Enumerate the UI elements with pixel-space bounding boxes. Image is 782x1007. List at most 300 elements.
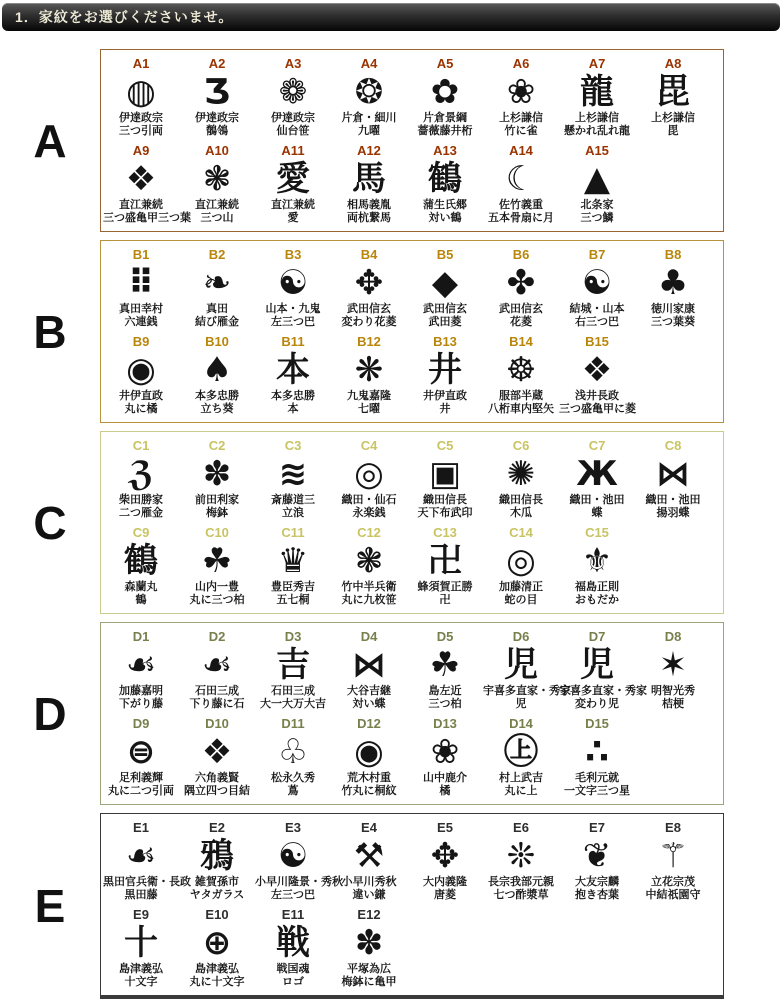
crest-item-c12[interactable] bbox=[331, 525, 407, 607]
crest-item-a6[interactable] bbox=[483, 56, 559, 138]
crest-id: E2 bbox=[209, 820, 225, 835]
crest-id: E3 bbox=[285, 820, 301, 835]
crest-item-b8[interactable] bbox=[635, 247, 711, 329]
crest-name: 九曜 bbox=[358, 125, 380, 137]
crest-owner: 井伊直政 bbox=[423, 390, 467, 402]
crest-item-a10[interactable] bbox=[179, 143, 255, 225]
crest-id: B9 bbox=[132, 334, 150, 349]
crest-name: 蛇の目 bbox=[504, 594, 538, 606]
crest-owner: 松永久秀 bbox=[271, 772, 315, 784]
crest-id: D12 bbox=[357, 716, 381, 731]
crest-id: A1 bbox=[132, 56, 150, 71]
crest-id: E4 bbox=[361, 820, 377, 835]
crest-icon-e2: 鴉 bbox=[200, 836, 234, 876]
crest-item-b4[interactable] bbox=[331, 247, 407, 329]
crest-grid-a bbox=[100, 49, 724, 232]
crest-name: 三つ盛亀甲三つ葉 bbox=[103, 212, 191, 224]
crest-id: B7 bbox=[588, 247, 606, 262]
crest-id: C15 bbox=[585, 525, 609, 540]
crest-owner: 小早川隆景・秀秋 bbox=[255, 876, 343, 888]
crest-icon-d9: ⊜ bbox=[126, 732, 156, 772]
crest-item-a13[interactable] bbox=[407, 143, 483, 225]
crest-id: B6 bbox=[512, 247, 530, 262]
crest-id: C4 bbox=[360, 438, 378, 453]
crest-owner: 長宗我部元親 bbox=[488, 876, 554, 888]
crest-id: C3 bbox=[284, 438, 302, 453]
crest-item-e9[interactable] bbox=[103, 907, 179, 989]
crest-icon-c15: ⚜ bbox=[581, 541, 613, 581]
crest-name: 左三つ巴 bbox=[271, 316, 315, 328]
crest-item-b9[interactable] bbox=[103, 334, 179, 416]
section-letter-c: C bbox=[33, 496, 67, 549]
section-b bbox=[0, 240, 724, 423]
crest-name: 七曜 bbox=[358, 403, 380, 415]
crest-icon-e4: ⚒ bbox=[353, 836, 385, 876]
crest-id: C11 bbox=[281, 525, 305, 540]
crest-icon-d1: ☙ bbox=[125, 645, 157, 685]
crest-item-b14[interactable] bbox=[483, 334, 559, 416]
crest-name: 桔梗 bbox=[662, 698, 684, 710]
crest-name: 三つ盛亀甲に菱 bbox=[559, 403, 636, 415]
crest-item-d9[interactable] bbox=[103, 716, 179, 798]
crest-name: ロゴ bbox=[282, 976, 304, 988]
crest-item-b3[interactable] bbox=[255, 247, 331, 329]
crest-name: 鶺鴒 bbox=[206, 125, 228, 137]
crest-item-e10[interactable] bbox=[179, 907, 255, 989]
crest-owner: 宇喜多直家・秀家 bbox=[483, 685, 571, 697]
crest-icon-c4: ◎ bbox=[354, 454, 384, 494]
crest-icon-a6: ❀ bbox=[506, 72, 536, 112]
crest-id: D10 bbox=[205, 716, 229, 731]
crest-name: 薔薇藤井桁 bbox=[417, 125, 473, 137]
crest-id: C9 bbox=[132, 525, 150, 540]
crest-id: A2 bbox=[208, 56, 226, 71]
crest-name: 三つ葉葵 bbox=[651, 316, 695, 328]
crest-item-a15[interactable] bbox=[559, 143, 635, 225]
crest-owner: 武田信玄 bbox=[347, 303, 391, 315]
crest-id: D14 bbox=[509, 716, 533, 731]
crest-id: E5 bbox=[437, 820, 453, 835]
crest-item-a14[interactable] bbox=[483, 143, 559, 225]
crest-icon-b8: ♣ bbox=[657, 263, 689, 303]
crest-id: B11 bbox=[281, 334, 305, 349]
crest-icon-b13: 井 bbox=[428, 350, 462, 390]
crest-name: 毘 bbox=[667, 125, 679, 137]
crest-name: 隅立四つ目結 bbox=[184, 785, 250, 797]
section-letter-e: E bbox=[34, 880, 66, 932]
crest-item-c1[interactable] bbox=[103, 438, 179, 520]
crest-item-c5[interactable] bbox=[407, 438, 483, 520]
crest-id: C10 bbox=[205, 525, 229, 540]
crest-name: 蝶 bbox=[591, 507, 603, 519]
crest-name: 五七桐 bbox=[276, 594, 310, 606]
crest-owner: 宇喜多直家・秀家 bbox=[559, 685, 647, 697]
crest-item-b15[interactable] bbox=[559, 334, 635, 416]
crest-item-a5[interactable] bbox=[407, 56, 483, 138]
crest-item-b11[interactable] bbox=[255, 334, 331, 416]
crest-owner: 北条家 bbox=[580, 199, 614, 211]
crest-item-d4[interactable] bbox=[331, 629, 407, 711]
crest-item-c6[interactable] bbox=[483, 438, 559, 520]
crest-name: 竹丸に桐紋 bbox=[341, 785, 397, 797]
crest-item-d3[interactable] bbox=[255, 629, 331, 711]
crest-owner: 黒田官兵衛・長政 bbox=[103, 876, 191, 888]
crest-icon-b4: ✥ bbox=[354, 263, 384, 303]
crest-id: D6 bbox=[512, 629, 530, 644]
crest-icon-a9: ❖ bbox=[125, 159, 157, 199]
crest-name: 鶴 bbox=[135, 594, 147, 606]
crest-item-d7[interactable] bbox=[559, 629, 647, 711]
crest-owner: 平塚為広 bbox=[347, 963, 391, 975]
crest-id: D3 bbox=[284, 629, 302, 644]
crest-item-c2[interactable] bbox=[179, 438, 255, 520]
crest-id: A13 bbox=[433, 143, 457, 158]
crest-id: C2 bbox=[208, 438, 226, 453]
crest-id: C12 bbox=[357, 525, 381, 540]
crest-item-b5[interactable] bbox=[407, 247, 483, 329]
crest-id: A12 bbox=[357, 143, 381, 158]
crest-icon-e7: ❦ bbox=[582, 836, 612, 876]
crest-id: D7 bbox=[588, 629, 606, 644]
crest-name: 七つ酢漿草 bbox=[493, 889, 549, 901]
crest-icon-d2: ☙ bbox=[201, 645, 233, 685]
crest-icon-c5: ▣ bbox=[428, 454, 462, 494]
crest-id: B4 bbox=[360, 247, 378, 262]
crest-owner: 織田・池田 bbox=[569, 494, 625, 506]
crest-icon-b5: ◆ bbox=[431, 263, 459, 303]
crest-owner: 織田・池田 bbox=[645, 494, 701, 506]
crest-item-c9[interactable] bbox=[103, 525, 179, 607]
crest-owner: 直江兼続 bbox=[119, 199, 163, 211]
crest-id: A5 bbox=[436, 56, 454, 71]
crest-id: A11 bbox=[281, 143, 305, 158]
crest-item-d15[interactable] bbox=[559, 716, 635, 798]
crest-owner: 本多忠勝 bbox=[195, 390, 239, 402]
crest-icon-d12: ◉ bbox=[354, 732, 384, 772]
crest-item-e6[interactable] bbox=[483, 820, 559, 902]
crest-owner: 六角義賢 bbox=[195, 772, 239, 784]
crest-owner: 毛利元就 bbox=[575, 772, 619, 784]
crest-id: D11 bbox=[281, 716, 305, 731]
crest-item-d13[interactable] bbox=[407, 716, 483, 798]
crest-name: 右三つ巴 bbox=[575, 316, 619, 328]
crest-owner: 伊達政宗 bbox=[195, 112, 239, 124]
crest-item-c15[interactable] bbox=[559, 525, 635, 607]
crest-name: 仙台笹 bbox=[276, 125, 310, 137]
crest-icon-e6: ❊ bbox=[506, 836, 536, 876]
crest-item-e7[interactable] bbox=[559, 820, 635, 902]
crest-owner: 戦国魂 bbox=[276, 963, 310, 975]
crest-name: 十文字 bbox=[124, 976, 158, 988]
crest-name: 五本骨扇に月 bbox=[488, 212, 554, 224]
crest-owner: 柴田勝家 bbox=[119, 494, 163, 506]
crest-icon-d8: ✶ bbox=[658, 645, 688, 685]
crest-item-d2[interactable] bbox=[179, 629, 255, 711]
crest-icon-b15: ❖ bbox=[581, 350, 613, 390]
crest-owner: 武田信玄 bbox=[423, 303, 467, 315]
crest-owner: 上杉謙信 bbox=[575, 112, 619, 124]
crest-id: E1 bbox=[133, 820, 149, 835]
crest-name: 左三つ巴 bbox=[271, 889, 315, 901]
crest-owner: 小早川秀秋 bbox=[341, 876, 397, 888]
crest-icon-c2: ✽ bbox=[202, 454, 232, 494]
crest-name: 梅鉢に亀甲 bbox=[341, 976, 397, 988]
crest-name: 三つ柏 bbox=[428, 698, 462, 710]
crest-item-e2[interactable] bbox=[179, 820, 255, 902]
crest-icon-b9: ◉ bbox=[126, 350, 156, 390]
crest-item-d6[interactable] bbox=[483, 629, 571, 711]
crest-owner: 蒲生氏郷 bbox=[423, 199, 467, 211]
crest-owner: 片倉景綱 bbox=[423, 112, 467, 124]
crest-item-a11[interactable] bbox=[255, 143, 331, 225]
crest-icon-d11: ♧ bbox=[277, 732, 309, 772]
crest-item-d12[interactable] bbox=[331, 716, 407, 798]
crest-owner: 相馬義胤 bbox=[347, 199, 391, 211]
crest-item-c14[interactable] bbox=[483, 525, 559, 607]
crest-owner: 真田 bbox=[206, 303, 228, 315]
crest-icon-a8: 毘 bbox=[656, 72, 690, 112]
kamon-selector-page bbox=[0, 3, 782, 999]
crest-icon-b12: ❋ bbox=[354, 350, 384, 390]
crest-icon-a4: ❂ bbox=[354, 72, 384, 112]
crest-owner: 織田・仙石 bbox=[341, 494, 397, 506]
crest-name: 下がり藤 bbox=[119, 698, 163, 710]
crest-name: 下り藤に石 bbox=[189, 698, 245, 710]
crest-name: 三つ引両 bbox=[119, 125, 163, 137]
crest-owner: 上杉謙信 bbox=[651, 112, 695, 124]
crest-name: 六連銭 bbox=[124, 316, 158, 328]
crest-id: C5 bbox=[436, 438, 454, 453]
crest-item-a2[interactable] bbox=[179, 56, 255, 138]
crest-name: 変わり児 bbox=[575, 698, 619, 710]
crest-item-a1[interactable] bbox=[103, 56, 179, 138]
crest-icon-d7: 児 bbox=[580, 645, 614, 685]
crest-grid-b bbox=[100, 240, 724, 423]
crest-icon-a13: 鶴 bbox=[428, 159, 462, 199]
crest-name: 両杭繋馬 bbox=[347, 212, 391, 224]
crest-name: 違い鎌 bbox=[352, 889, 386, 901]
crest-item-a4[interactable] bbox=[331, 56, 407, 138]
section-d bbox=[0, 622, 724, 805]
crest-item-c7[interactable] bbox=[559, 438, 635, 520]
crest-name: 梅鉢 bbox=[206, 507, 228, 519]
crest-owner: 前田利家 bbox=[195, 494, 239, 506]
crest-item-d8[interactable] bbox=[635, 629, 711, 711]
crest-owner: 織田信長 bbox=[499, 494, 543, 506]
crest-id: B8 bbox=[664, 247, 682, 262]
crest-id: B2 bbox=[208, 247, 226, 262]
crest-icon-d4: ⋈ bbox=[352, 645, 386, 685]
crest-name: 卍 bbox=[439, 594, 451, 606]
crest-name: 丸に十文字 bbox=[189, 976, 245, 988]
crest-id: E6 bbox=[513, 820, 529, 835]
crest-icon-e1: ☙ bbox=[125, 836, 157, 876]
crest-item-b7[interactable] bbox=[559, 247, 635, 329]
crest-name: 一文字三つ星 bbox=[564, 785, 630, 797]
section-a bbox=[0, 49, 724, 232]
crest-item-b6[interactable] bbox=[483, 247, 559, 329]
step-header-title: 1．家紋をお選びくださいませ。 bbox=[15, 9, 234, 25]
crest-item-d5[interactable] bbox=[407, 629, 483, 711]
crest-icon-d5: ☘ bbox=[429, 645, 461, 685]
crest-icon-a12: 馬 bbox=[352, 159, 386, 199]
crest-owner: 雑賀孫市 bbox=[195, 876, 239, 888]
crest-name: 唐菱 bbox=[434, 889, 456, 901]
crest-id: D8 bbox=[664, 629, 682, 644]
crest-owner: 立花宗茂 bbox=[651, 876, 695, 888]
crest-sections bbox=[0, 49, 782, 999]
crest-id: D9 bbox=[132, 716, 150, 731]
crest-name: 丸に三つ柏 bbox=[189, 594, 245, 606]
crest-name: 丸に橘 bbox=[124, 403, 158, 415]
crest-owner: 佐竹義重 bbox=[499, 199, 543, 211]
crest-name: 橘 bbox=[439, 785, 451, 797]
crest-id: B5 bbox=[436, 247, 454, 262]
crest-item-b12[interactable] bbox=[331, 334, 407, 416]
crest-item-c8[interactable] bbox=[635, 438, 711, 520]
crest-item-b13[interactable] bbox=[407, 334, 483, 416]
crest-name: 三つ鱗 bbox=[580, 212, 614, 224]
crest-id: B10 bbox=[205, 334, 229, 349]
crest-icon-e5: ✥ bbox=[430, 836, 460, 876]
crest-item-b1[interactable] bbox=[103, 247, 179, 329]
crest-icon-c11: ♛ bbox=[277, 541, 309, 581]
crest-item-d1[interactable] bbox=[103, 629, 179, 711]
crest-icon-b1: ⠿ bbox=[127, 263, 155, 303]
crest-id: A6 bbox=[512, 56, 530, 71]
crest-icon-b11: 本 bbox=[276, 350, 310, 390]
crest-owner: 直江兼続 bbox=[195, 199, 239, 211]
crest-id: A4 bbox=[360, 56, 378, 71]
crest-icon-b10: ♠ bbox=[201, 350, 233, 390]
crest-item-e8[interactable] bbox=[635, 820, 711, 902]
crest-item-d14[interactable] bbox=[483, 716, 559, 798]
crest-id: A9 bbox=[132, 143, 150, 158]
crest-item-a7[interactable] bbox=[559, 56, 635, 138]
crest-id: B14 bbox=[509, 334, 533, 349]
crest-icon-e12: ✽ bbox=[354, 923, 384, 963]
crest-icon-c13: 卍 bbox=[428, 541, 462, 581]
crest-icon-c6: ✺ bbox=[506, 454, 536, 494]
crest-icon-e11: 戦 bbox=[276, 923, 310, 963]
crest-id: E7 bbox=[589, 820, 605, 835]
crest-id: C1 bbox=[132, 438, 150, 453]
crest-id: E8 bbox=[665, 820, 681, 835]
crest-name: 抱き杏葉 bbox=[575, 889, 619, 901]
crest-item-d11[interactable] bbox=[255, 716, 331, 798]
crest-name: 丸に二つ引両 bbox=[108, 785, 174, 797]
crest-icon-e8: ⚚ bbox=[657, 836, 689, 876]
step-header bbox=[2, 3, 780, 31]
section-c bbox=[0, 431, 724, 614]
crest-item-c10[interactable] bbox=[179, 525, 255, 607]
crest-icon-c14: ◎ bbox=[506, 541, 536, 581]
crest-grid-e bbox=[100, 813, 724, 999]
crest-item-e4[interactable] bbox=[331, 820, 407, 902]
crest-name: 丸に九枚笹 bbox=[341, 594, 397, 606]
crest-name: ヤタガラス bbox=[189, 889, 245, 901]
crest-owner: 武田信玄 bbox=[499, 303, 543, 315]
crest-item-e3[interactable] bbox=[255, 820, 343, 902]
crest-item-c4[interactable] bbox=[331, 438, 407, 520]
crest-owner: 山内一豊 bbox=[195, 581, 239, 593]
crest-icon-d10: ❖ bbox=[201, 732, 233, 772]
crest-owner: 服部半蔵 bbox=[499, 390, 543, 402]
crest-item-d10[interactable] bbox=[179, 716, 255, 798]
crest-owner: 直江兼続 bbox=[271, 199, 315, 211]
crest-owner: 大友宗麟 bbox=[575, 876, 619, 888]
crest-item-e11[interactable] bbox=[255, 907, 331, 989]
section-letter-b: B bbox=[33, 305, 67, 358]
crest-owner: 真田幸村 bbox=[119, 303, 163, 315]
crest-id: C14 bbox=[509, 525, 533, 540]
crest-name: 黒田藤 bbox=[124, 889, 158, 901]
crest-icon-a3: ❁ bbox=[278, 72, 308, 112]
crest-name: 井 bbox=[439, 403, 451, 415]
crest-owner: 大内義隆 bbox=[423, 876, 467, 888]
crest-name: 三つ山 bbox=[200, 212, 234, 224]
crest-icon-c10: ☘ bbox=[201, 541, 233, 581]
crest-owner: 斎藤道三 bbox=[271, 494, 315, 506]
crest-item-a9[interactable] bbox=[103, 143, 191, 225]
crest-icon-d3: 吉 bbox=[276, 645, 310, 685]
crest-name: 変わり花菱 bbox=[341, 316, 397, 328]
crest-name: おもだか bbox=[575, 594, 619, 606]
crest-icon-e9: 十 bbox=[124, 923, 158, 963]
crest-icon-c1: ℨ bbox=[128, 454, 154, 494]
crest-item-e1[interactable] bbox=[103, 820, 191, 902]
crest-item-e5[interactable] bbox=[407, 820, 483, 902]
crest-name: 揚羽蝶 bbox=[656, 507, 690, 519]
crest-id: B1 bbox=[132, 247, 150, 262]
crest-id: D2 bbox=[208, 629, 226, 644]
crest-id: B13 bbox=[433, 334, 457, 349]
crest-item-c13[interactable] bbox=[407, 525, 483, 607]
crest-name: 二つ雁金 bbox=[119, 507, 163, 519]
crest-item-a8[interactable] bbox=[635, 56, 711, 138]
crest-owner: 大谷吉継 bbox=[347, 685, 391, 697]
crest-item-c11[interactable] bbox=[255, 525, 331, 607]
crest-icon-c9: 鶴 bbox=[124, 541, 158, 581]
crest-item-a3[interactable] bbox=[255, 56, 331, 138]
crest-grid-c bbox=[100, 431, 724, 614]
crest-owner: 加藤清正 bbox=[499, 581, 543, 593]
crest-item-c3[interactable] bbox=[255, 438, 331, 520]
crest-id: E10 bbox=[205, 907, 229, 922]
crest-name: 竹に雀 bbox=[504, 125, 538, 137]
crest-item-a12[interactable] bbox=[331, 143, 407, 225]
crest-id: E9 bbox=[133, 907, 149, 922]
crest-item-b2[interactable] bbox=[179, 247, 255, 329]
crest-item-e12[interactable] bbox=[331, 907, 407, 989]
crest-owner: 上杉謙信 bbox=[499, 112, 543, 124]
crest-icon-a10: ❃ bbox=[202, 159, 232, 199]
crest-icon-a2: Ʒ bbox=[203, 72, 231, 112]
crest-id: A8 bbox=[664, 56, 682, 71]
crest-id: E12 bbox=[357, 907, 381, 922]
crest-owner: 石田三成 bbox=[271, 685, 315, 697]
crest-icon-d6: 児 bbox=[504, 645, 538, 685]
crest-owner: 徳川家康 bbox=[651, 303, 695, 315]
crest-owner: 島津義弘 bbox=[119, 963, 163, 975]
crest-owner: 井伊直政 bbox=[119, 390, 163, 402]
crest-name: 結び雁金 bbox=[195, 316, 239, 328]
crest-item-b10[interactable] bbox=[179, 334, 255, 416]
crest-owner: 島津義弘 bbox=[195, 963, 239, 975]
crest-name: 花菱 bbox=[510, 316, 532, 328]
crest-name: 児 bbox=[515, 698, 527, 710]
crest-id: C13 bbox=[433, 525, 457, 540]
